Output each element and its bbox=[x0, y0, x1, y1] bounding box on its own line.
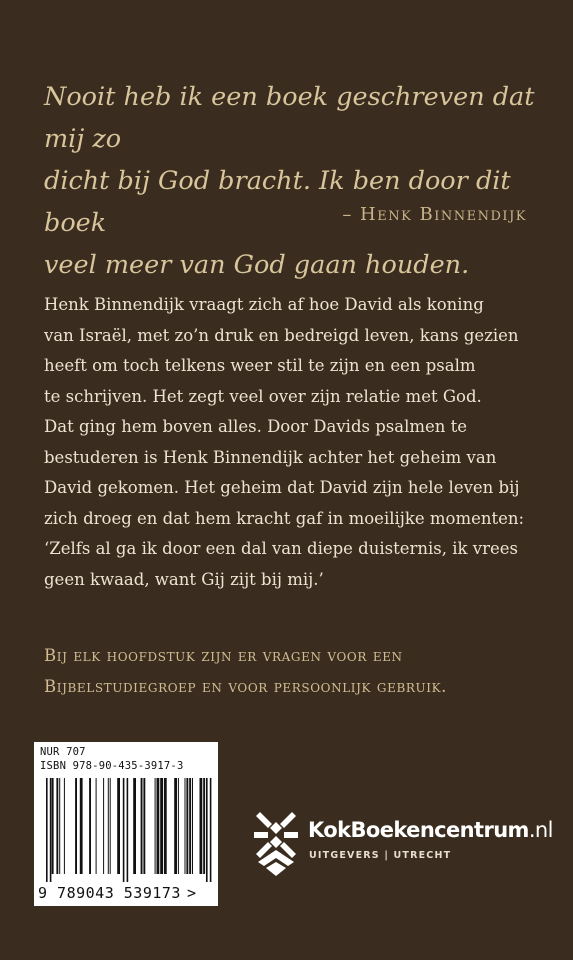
description-line: heeft om toch telkens weer stil te zijn en een psalm bbox=[44, 356, 476, 375]
description-line: geen kwaad, want Gij zijt bij mij.’ bbox=[44, 569, 324, 589]
description-line: bestuderen is Henk Binnendijk achter het geheim van bbox=[44, 447, 497, 467]
description-line: ‘Zelfs al ga ik door een dal van diepe duisternis, ik vrees bbox=[44, 539, 518, 558]
description-line: David gekomen. Het geheim dat David zijn hele leven bij bbox=[44, 478, 520, 497]
barcode-arrow: > bbox=[186, 884, 197, 902]
note-line: Bij elk hoofdstuk zijn er vragen voor een bbox=[44, 646, 403, 665]
description-line: zich droeg en dat hem kracht gaf in moeilijke momenten: bbox=[44, 508, 525, 528]
note-line: Bijbelstudiegroep en voor persoonlijk gebruik. bbox=[44, 677, 447, 696]
barcode-number: 9 789043 539173 bbox=[38, 884, 181, 902]
quote-line: Nooit heb ik een boek geschreven dat mij zo bbox=[44, 82, 535, 154]
study-note bbox=[44, 640, 564, 702]
barcode-bars bbox=[40, 778, 212, 882]
publisher-tld: .nl bbox=[528, 818, 553, 842]
publisher-subtitle: UITGEVERS | UTRECHT bbox=[309, 850, 452, 861]
endorsement-quote bbox=[44, 76, 544, 286]
description-line: Henk Binnendijk vraagt zich af hoe David als koning bbox=[44, 295, 484, 314]
description-line: te schrijven. Het zegt veel over zijn relatie met God. bbox=[44, 386, 482, 406]
nur-code: NUR 707 bbox=[40, 746, 86, 758]
quote-author: – Henk Binnendijk bbox=[342, 204, 527, 225]
publisher-mark-icon bbox=[252, 810, 300, 880]
publisher-logo bbox=[252, 810, 552, 880]
barcode-digits bbox=[38, 884, 197, 902]
publisher-name-text: KokBoekencentrum bbox=[308, 818, 529, 842]
quote-line: dicht bij God bracht. Ik ben door dit boek bbox=[44, 166, 511, 238]
description-line: van Israël, met zo’n druk en bedreigd leven, kans gezien bbox=[44, 325, 519, 345]
publisher-name bbox=[308, 818, 553, 842]
isbn-code: ISBN 978-90-435-3917-3 bbox=[40, 760, 184, 772]
barcode-label bbox=[34, 742, 218, 906]
book-description bbox=[44, 290, 544, 595]
quote-line: veel meer van God gaan houden. bbox=[44, 250, 470, 280]
description-line: Dat ging hem boven alles. Door Davids psalmen te bbox=[44, 417, 468, 436]
